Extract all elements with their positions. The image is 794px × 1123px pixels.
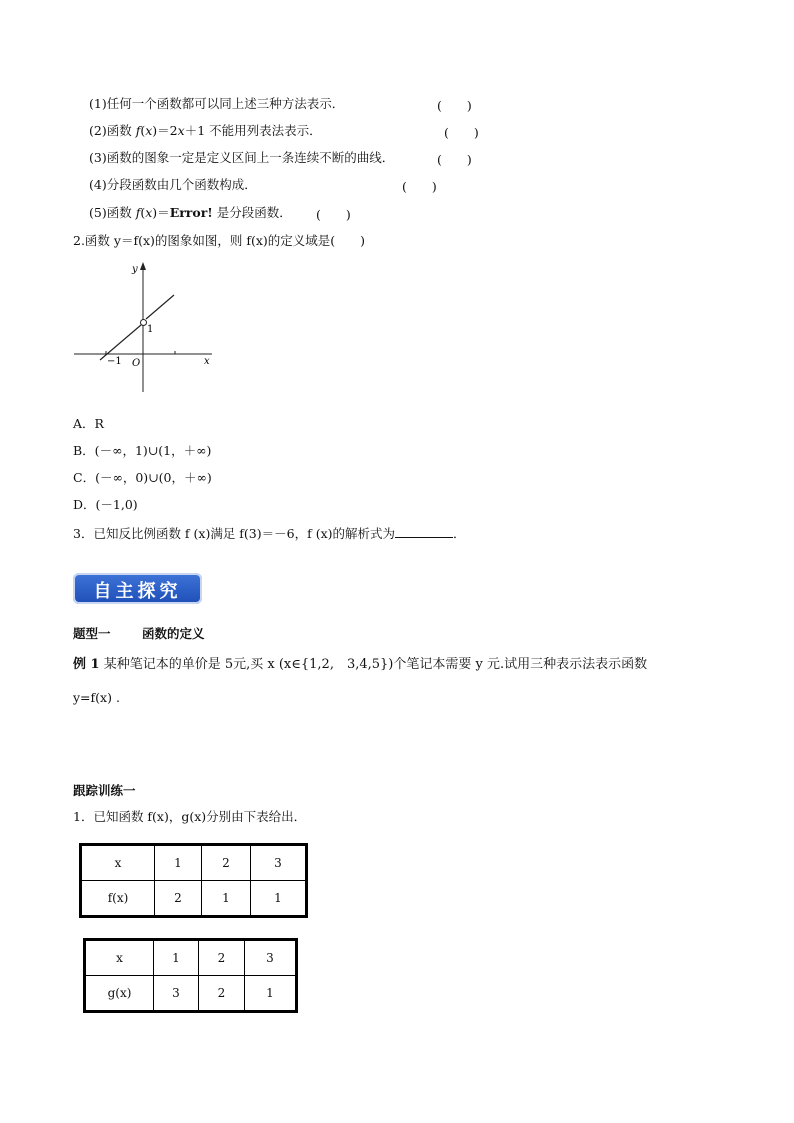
judgment-4-paren: ( ) [402,179,437,194]
option-b: B．(－∞，1)∪(1，＋∞) [73,443,212,458]
practice-question-1: 1．已知函数 f(x)，g(x)分别由下表给出． [73,809,307,824]
judgment-4 [89,177,257,193]
judgment-3-paren: ( ) [437,152,472,167]
topic-title: 函数的定义 [142,626,205,641]
judgment-5-text-c: 是分段函数． [212,205,292,220]
table-f-cell: x [81,845,155,881]
practice-title: 跟踪训练一 [73,783,136,798]
option-a: A．R [73,416,104,431]
judgment-1 [89,96,344,112]
origin-label: O [132,358,141,369]
example-1-line2: y=f(x) . [73,690,120,705]
question-2: 2.函数 y＝f(x)的图象如图，则 f(x)的定义域是( ) [73,233,366,248]
option-c: C．(－∞，0)∪(0，＋∞) [73,470,212,485]
table-g-cell: x [85,940,154,976]
judgment-5-text-a: (5)函数 [89,205,136,220]
judgment-2-x2: x [177,123,185,138]
question-3-text-a: 3．已知反比例函数 f (x)满足 f(3)＝－6，f (x)的解析式为 [73,526,395,541]
judgment-2-rp: ) [152,123,158,138]
judgment-5-fx: f [135,205,141,220]
table-f-cell: 3 [251,845,307,881]
function-graph [70,256,220,396]
judgment-3-text: (3)函数的图象一定是定义区间上一条连续不断的曲线． [89,150,395,165]
table-f-cell: 1 [251,881,307,917]
judgment-1-text: (1)任何一个函数都可以同上述三种方法表示． [89,96,345,111]
table-g-cell: 1 [245,976,297,1012]
judgment-3 [89,150,394,166]
table-f-value-row [81,881,307,917]
graph-line-right [146,295,174,319]
example-text: 某种笔记本的单价是 5元,买 x (x∈{1,2, 3,4,5})个笔记本需要 y 元.试用三种表示法表示函数 [99,657,648,672]
x-label: x [204,356,210,367]
section-banner [73,573,202,604]
question-3 [73,525,466,542]
graph-line-left [100,325,141,360]
minus-one-label: −1 [107,356,122,367]
y-label: y [132,264,138,275]
y-axis-arrow [140,262,146,270]
judgment-2-text-c: ＋1 不能用列表法表示． [184,123,322,138]
table-f-cell: 2 [202,845,251,881]
table-g-cell: 2 [199,976,245,1012]
judgment-2-text-a: (2)函数 [89,123,136,138]
table-g-cell: 1 [154,940,199,976]
judgment-4-text: (4)分段函数由几个函数构成． [89,177,257,192]
option-d: D．(－1,0) [73,497,138,512]
section-banner-text: 自主探究 [93,581,182,602]
judgment-5: (5)函数 f(x)＝Error! 是分段函数． [89,205,292,220]
table-f-cell: 2 [155,881,202,917]
table-g [83,938,298,1013]
table-g-cell: 3 [245,940,297,976]
question-3-text-b: ． [453,526,466,541]
answer-blank [395,525,453,538]
judgment-5-error: Error! [169,205,213,220]
table-f-cell: 1 [202,881,251,917]
table-f-header-row [81,845,307,881]
table-g-header-row [85,940,297,976]
judgment-2-paren: ( ) [444,125,479,140]
one-label: 1 [147,324,154,335]
judgment-2-f: f [135,123,141,138]
table-f [79,843,308,918]
table-g-cell: 2 [199,940,245,976]
example-1 [73,657,647,673]
table-f-cell: 1 [155,845,202,881]
example-label: 例 1 [73,657,100,672]
table-g-cell: g(x) [85,976,154,1012]
table-g-value-row [85,976,297,1012]
judgment-5-paren: ( ) [316,207,351,222]
judgment-2-lp: ( [140,123,146,138]
judgment-2-text-b: ＝2 [157,123,178,138]
hollow-point [141,320,147,326]
topic-label: 题型一 [73,626,111,641]
table-f-cell: f(x) [81,881,155,917]
judgment-2 [89,123,322,139]
judgment-5-text-b: ＝ [157,205,170,220]
judgment-2-x: x [145,123,153,138]
judgment-1-paren: ( ) [437,98,472,113]
table-g-cell: 3 [154,976,199,1012]
